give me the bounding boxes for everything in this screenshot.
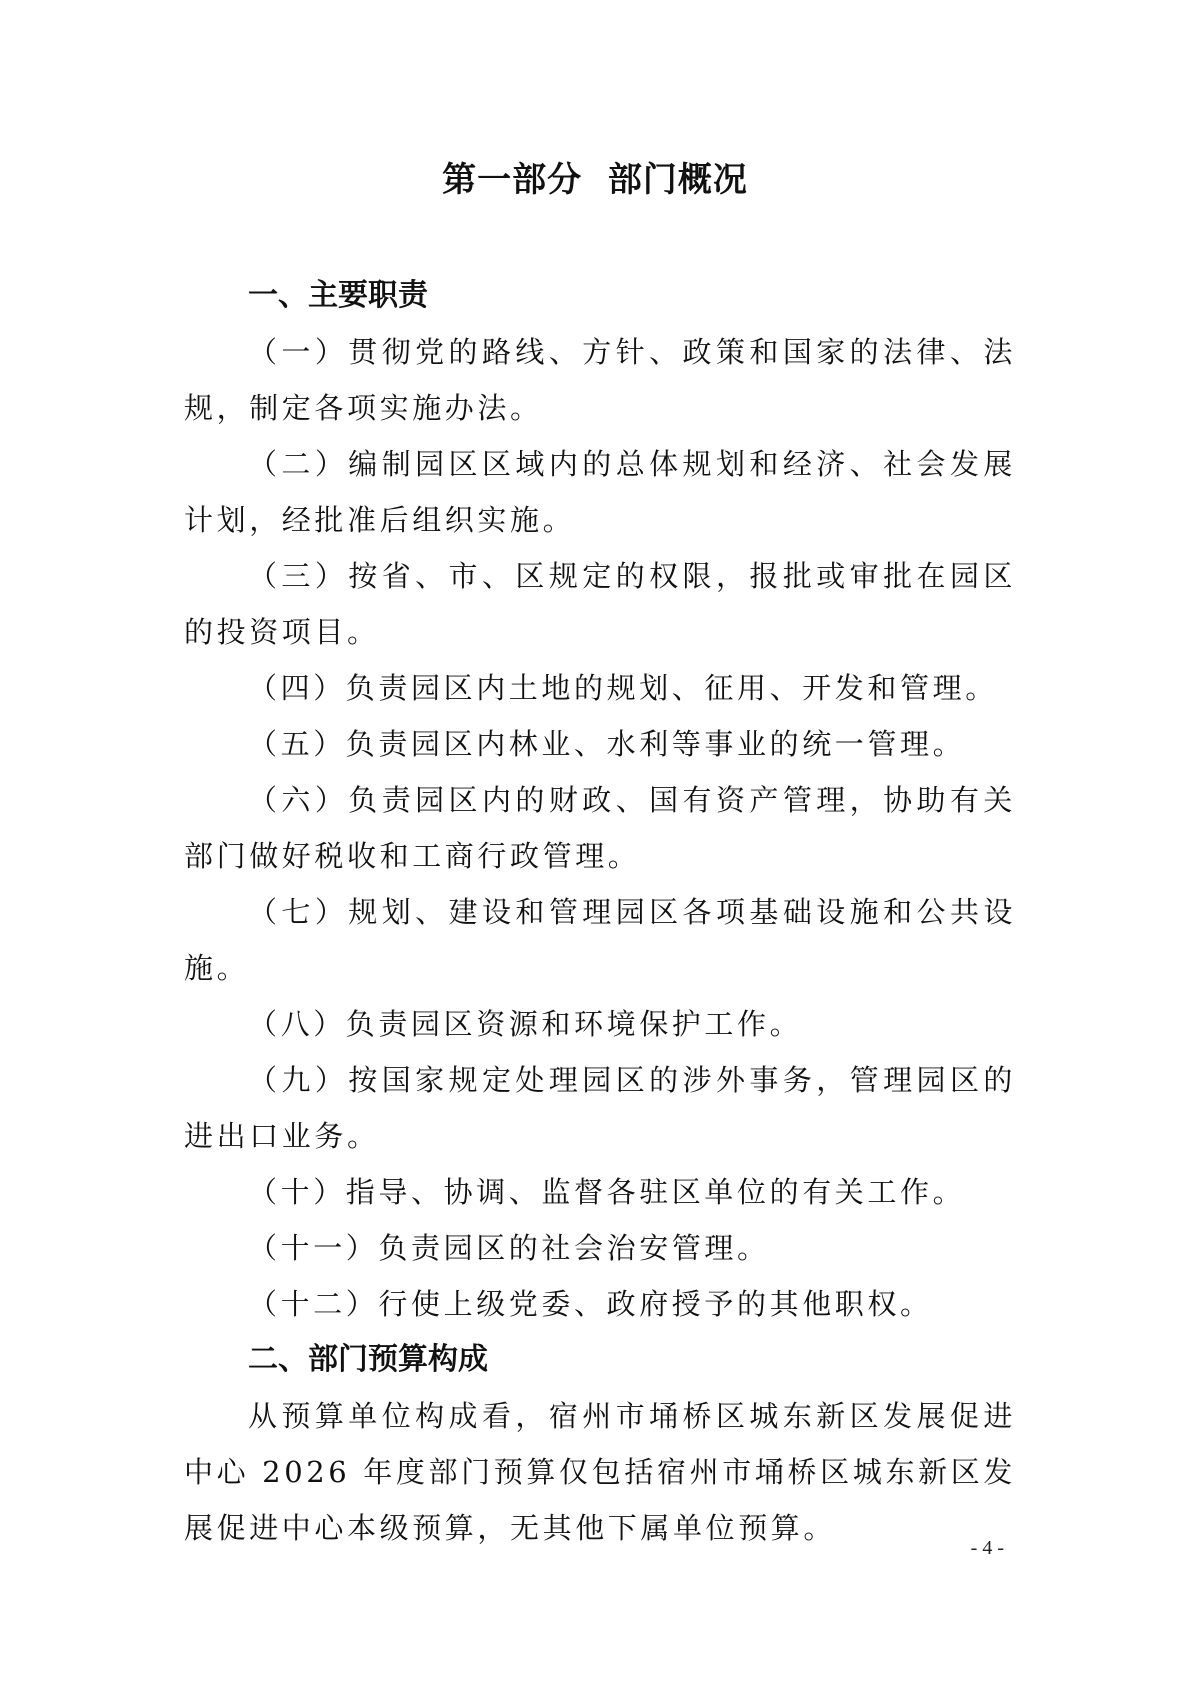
section-heading-duties: 一、主要职责 — [248, 278, 428, 313]
duty-item: （八）负责园区资源和环境保护工作。 — [248, 1007, 803, 1041]
duty-item: （五）负责园区内林业、水利等事业的统一管理。 — [248, 727, 966, 761]
duty-item: （九）按国家规定处理园区的涉外事务，管理园区的进出口业务。 — [184, 1063, 1016, 1153]
document-body — [184, 268, 1016, 1556]
duty-item: （二）编制园区区域内的总体规划和经济、社会发展计划，经批准后组织实施。 — [184, 447, 1016, 537]
page-number: - 4 - — [970, 1537, 1004, 1559]
page-title: 第一部分 部门概况 — [442, 160, 748, 200]
duty-item: （三）按省、市、区规定的权限，报批或审批在园区的投资项目。 — [184, 559, 1016, 649]
duty-item: （六）负责园区内的财政、国有资产管理，协助有关部门做好税收和工商行政管理。 — [184, 783, 1016, 873]
budget-paragraph: 从预算单位构成看，宿州市埇桥区城东新区发展促进中心 2026 年度部门预算仅包括宿州市埇桥区城东新区发展促进中心本级预算，无其他下属单位预算。 — [184, 1399, 1016, 1545]
duty-item: （七）规划、建设和管理园区各项基础设施和公共设施。 — [184, 895, 1016, 985]
section-heading-budget: 二、部门预算构成 — [248, 1342, 488, 1377]
duty-item: （十一）负责园区的社会治安管理。 — [248, 1231, 770, 1265]
duty-item: （四）负责园区内土地的规划、征用、开发和管理。 — [248, 671, 998, 705]
duty-item: （十）指导、协调、监督各驻区单位的有关工作。 — [248, 1175, 966, 1209]
duty-item: （一）贯彻党的路线、方针、政策和国家的法律、法规，制定各项实施办法。 — [184, 335, 1016, 425]
duty-item: （十二）行使上级党委、政府授予的其他职权。 — [248, 1287, 933, 1321]
